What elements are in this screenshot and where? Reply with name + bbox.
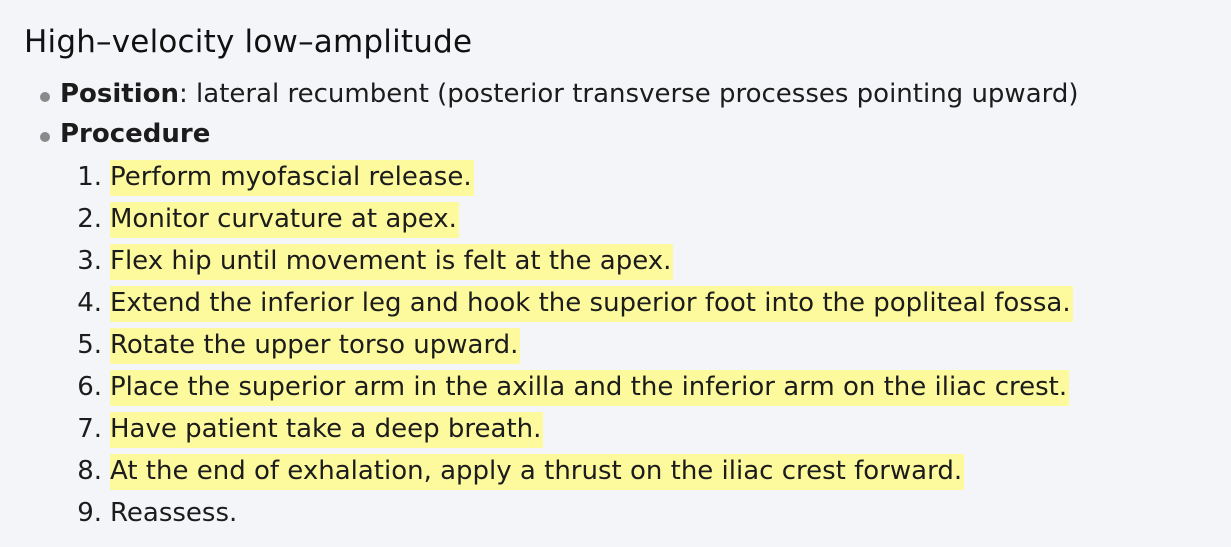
step-text: Rotate the upper torso upward. [110,328,520,364]
step-number: 8. [77,456,102,486]
step-text: Extend the inferior leg and hook the superior foot into the popliteal fossa. [110,286,1073,322]
step-number: 7. [77,414,102,444]
step-text: Perform myofascial release. [110,160,474,196]
bullet-icon [40,132,50,142]
step-number: 6. [77,372,102,402]
step-number: 5. [77,330,102,360]
procedure-step [60,408,1231,450]
position-text: : lateral recumbent (posterior transverse processes pointing upward) [179,79,1079,109]
procedure-step [60,198,1231,240]
step-text: Monitor curvature at apex. [110,202,459,238]
bullet-icon [40,92,50,102]
step-number: 4. [77,288,102,318]
procedure-term: Procedure [60,119,211,149]
step-text: Place the superior arm in the axilla and the inferior arm on the iliac crest. [110,370,1069,406]
hvla-section [24,20,1231,534]
position-term: Position [60,79,180,109]
procedure-step [60,240,1231,282]
procedure-step [60,450,1231,492]
procedure-steps [60,156,1231,534]
procedure-item [24,114,1231,534]
step-number: 3. [77,246,102,276]
procedure-step [60,492,1231,534]
step-text: Reassess. [110,498,238,528]
procedure-step [60,366,1231,408]
step-number: 2. [77,204,102,234]
position-item [24,74,1231,114]
procedure-step [60,156,1231,198]
step-text: Flex hip until movement is felt at the apex. [110,244,673,280]
step-number: 1. [77,162,102,192]
step-text: At the end of exhalation, apply a thrust on the iliac crest forward. [110,454,964,490]
step-text: Have patient take a deep breath. [110,412,543,448]
section-title: High–velocity low–amplitude [24,24,473,60]
procedure-step [60,324,1231,366]
bullet-list [24,74,1231,534]
step-number: 9. [77,498,102,528]
procedure-step [60,282,1231,324]
